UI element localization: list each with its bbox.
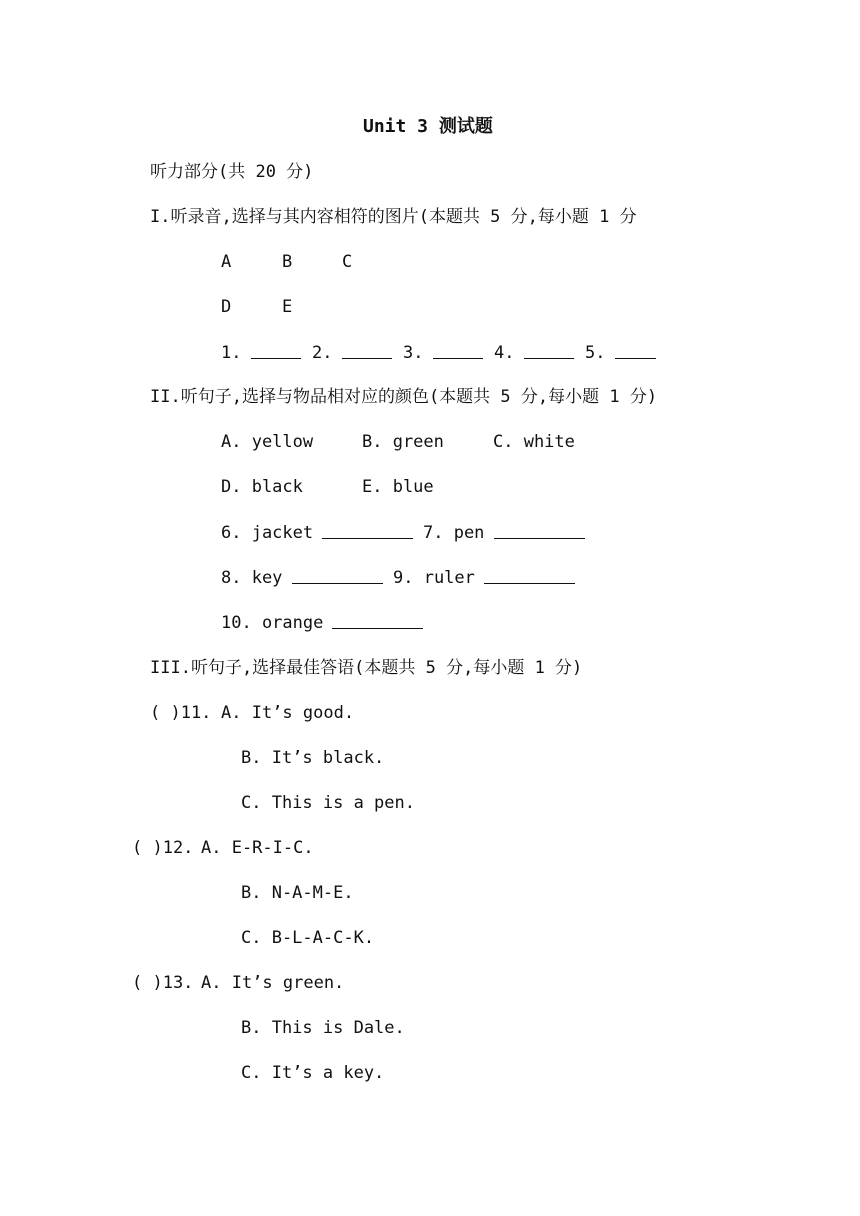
question-12-option-a: A. E-R-I-C.: [201, 838, 314, 858]
question-11-option-a: A. It’s good.: [221, 703, 355, 723]
item-number: 2.: [312, 343, 333, 363]
item-number: 5.: [585, 343, 606, 363]
question-11-number: ( )11.: [150, 703, 212, 723]
part1-heading: I.听录音,选择与其内容相符的图片(本题共 5 分,每小题 1 分: [150, 207, 637, 227]
answer-blank[interactable]: [332, 612, 423, 629]
part2-heading: II.听句子,选择与物品相对应的颜色(本题共 5 分,每小题 1 分): [150, 387, 658, 407]
answer-blank[interactable]: [251, 342, 301, 359]
question-11-option-c: C. This is a pen.: [241, 793, 415, 813]
item-key: 8. key: [221, 568, 283, 588]
picture-label-b: B: [282, 252, 293, 272]
color-option-b: B. green: [362, 432, 444, 452]
section-heading-listening: 听力部分(共 20 分): [150, 162, 314, 182]
item-jacket: 6. jacket: [221, 523, 314, 543]
page-title: Unit 3 测试题: [363, 116, 493, 137]
question-12-option-b: B. N-A-M-E.: [241, 883, 354, 903]
item-pen: 7. pen: [423, 523, 485, 543]
item-ruler: 9. ruler: [393, 568, 475, 588]
answer-blank[interactable]: [484, 567, 575, 584]
answer-blank[interactable]: [494, 522, 585, 539]
question-12-number: ( )12.: [132, 838, 194, 858]
picture-label-e: E: [282, 297, 293, 317]
item-orange: 10. orange: [221, 613, 324, 633]
answer-blank[interactable]: [322, 522, 413, 539]
question-11-option-b: B. It’s black.: [241, 748, 385, 768]
picture-label-c: C: [342, 252, 353, 272]
color-option-e: E. blue: [362, 477, 434, 497]
item-number: 1.: [221, 343, 242, 363]
question-13-option-c: C. It’s a key.: [241, 1063, 385, 1083]
item-number: 3.: [403, 343, 424, 363]
answer-blank[interactable]: [524, 342, 574, 359]
item-number: 4.: [494, 343, 515, 363]
question-13-number: ( )13.: [132, 973, 194, 993]
answer-blank[interactable]: [342, 342, 392, 359]
answer-blank[interactable]: [433, 342, 483, 359]
answer-blank[interactable]: [615, 342, 656, 359]
picture-label-a: A: [221, 252, 232, 272]
color-option-d: D. black: [221, 477, 303, 497]
question-12-option-c: C. B-L-A-C-K.: [241, 928, 375, 948]
part3-heading: III.听句子,选择最佳答语(本题共 5 分,每小题 1 分): [150, 658, 583, 678]
answer-blank[interactable]: [292, 567, 383, 584]
picture-label-d: D: [221, 297, 232, 317]
question-13-option-b: B. This is Dale.: [241, 1018, 405, 1038]
color-option-c: C. white: [493, 432, 575, 452]
question-13-option-a: A. It’s green.: [201, 973, 345, 993]
color-option-a: A. yellow: [221, 432, 314, 452]
